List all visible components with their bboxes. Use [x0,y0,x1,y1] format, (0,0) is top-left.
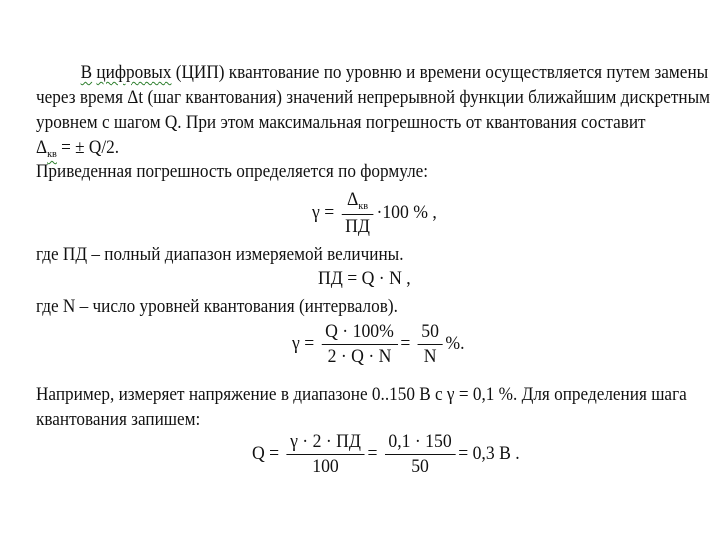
example-line-2: квантования запишем: [36,410,201,430]
formula1-lhs: γ = [312,201,335,223]
formula3-num2: 50 [418,320,443,345]
formula1-denominator: ПД [345,216,370,237]
range-definition: где ПД – полный диапазон измеряемой величины. [36,245,404,265]
levels-definition: где N – число уровней квантования (интервалов). [36,297,398,317]
formula4-den2: 50 [411,456,429,477]
delta-symbol: Δ [36,138,48,158]
formula3-fraction-1 [321,320,397,369]
formula-gamma [292,320,465,369]
intro-line-2: через время Δt (шаг квантования) значений непрерывной функции ближайшим дискретным [36,88,711,108]
spellcheck-word-digital: цифровых [96,63,172,83]
intro-paragraph [36,61,711,161]
delta-subscript: кв [47,148,57,160]
intro-line-4 [36,136,642,161]
formula3-eq: = [400,332,411,354]
formula4-den1: 100 [312,456,339,477]
intro-line-1-rest: (ЦИП) квантование по уровню и времени осуществляется путем замены [171,63,709,83]
formula-range: ПД = Q · N , [318,268,411,289]
intro-line-3: уровнем с шагом Q. При этом максимальная погрешность от квантования составит [36,113,646,133]
formula1-rhs: ·100 % , [376,201,437,223]
formula3-lhs: γ = [292,332,315,354]
formula1-numerator [341,188,373,215]
formula4-num2: 0,1 · 150 [385,430,456,455]
formula3-fraction-2 [418,320,443,369]
formula1-delta-sub: кв [358,200,369,212]
formula4-num1: γ · 2 · ПД [286,430,364,455]
formula4-rhs: = 0,3 В . [458,442,520,464]
formula4-fraction-2 [385,430,456,479]
formula1-delta: Δ [346,189,359,210]
formula-reduced-error [312,188,437,239]
formula4-lhs: Q = [252,442,280,464]
formula4-eq1: = [367,442,378,464]
formula4-fraction-1 [286,430,364,479]
formula-quant-step [252,430,520,479]
formula3-num1: Q · 100% [321,320,397,345]
formula3-rhs: %. [445,332,465,354]
formula3-den1: 2 · Q · N [327,346,392,367]
intro-line-4-rest: = ± Q/2. [56,138,120,158]
example-line-1: Например, измеряет напряжение в диапазоне 0..150 В с γ = 0,1 %. Для определения шага [36,385,687,405]
formula3-den2: N [423,346,437,367]
intro-line-1 [36,61,709,86]
example-paragraph [36,383,687,433]
reduced-error-heading: Приведенная погрешность определяется по формуле: [36,162,429,182]
spellcheck-word-v: В [80,63,93,83]
formula1-fraction [341,188,373,239]
